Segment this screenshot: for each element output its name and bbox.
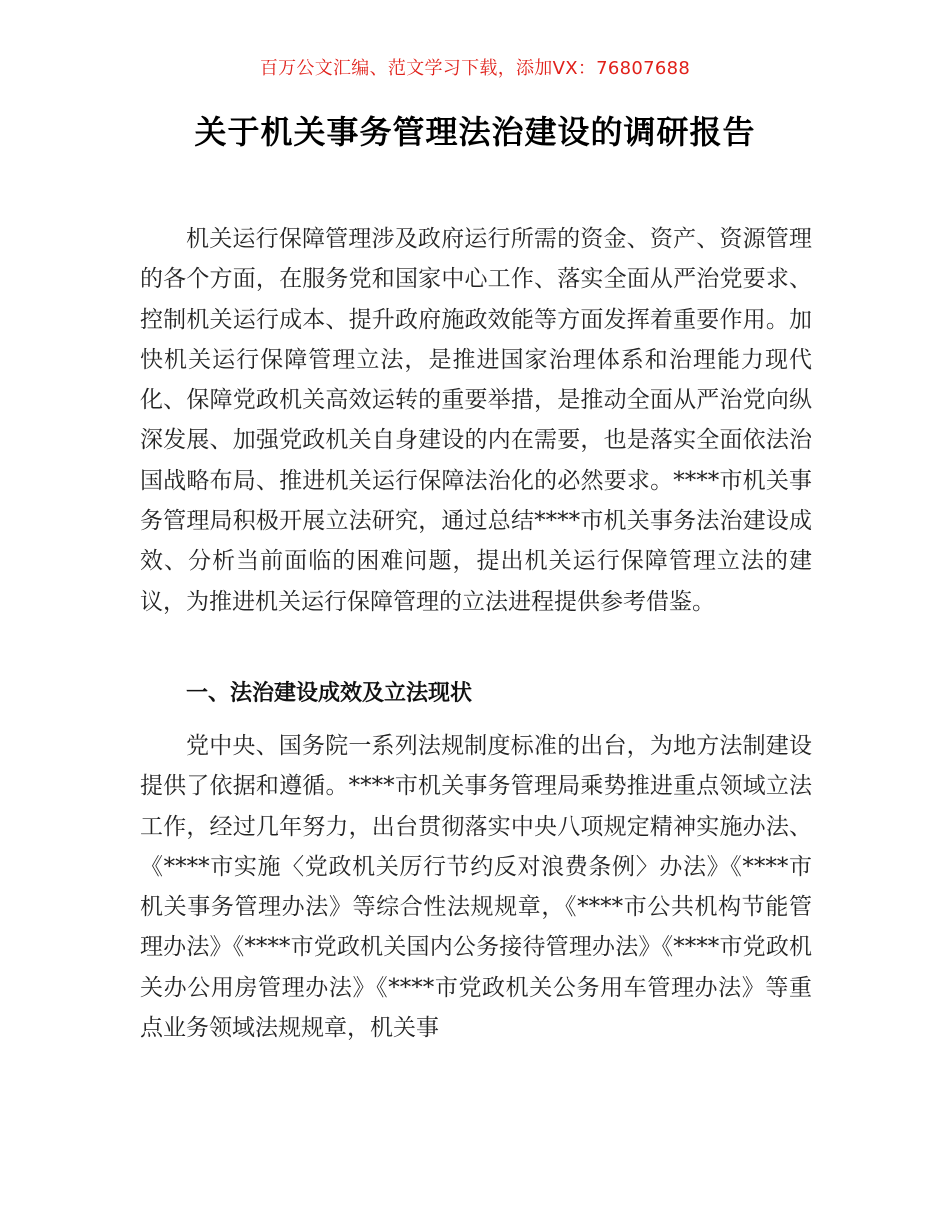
- promo-banner: 百万公文汇编、范文学习下载，添加VX：76807688: [259, 58, 691, 79]
- section-heading: 一、法治建设成效及立法现状: [186, 681, 473, 706]
- section-paragraph: 党中央、国务院一系列法规制度标准的出台，为地方法制建设提供了依据和遵循。****市机关事务管理局乘势推进重点领域立法工作，经过几年努力，出台贯彻落实中央八项规定精神实施办法、《****市实施〈党政机关厉行节约反对浪费条例〉办法》《****市机关事务管理办法》等综合性法规规章，《****市公共机构节能管理办法》《****市党政机关国内公务接待管理办法》《****市党政机关办公用房管理办法》《****市党政机关公务用车管理办法》等重点业务领域法规规章，机关事: [140, 733, 812, 1042]
- page-title: 关于机关事务管理法治建设的调研报告: [194, 113, 756, 151]
- intro-paragraph: 机关运行保障管理涉及政府运行所需的资金、资产、资源管理的各个方面，在服务党和国家中心工作、落实全面从严治党要求、控制机关运行成本、提升政府施政效能等方面发挥着重要作用。加快机关运行保障管理立法，是推进国家治理体系和治理能力现代化、保障党政机关高效运转的重要举措，是推动全面从严治党向纵深发展、加强党政机关自身建设的内在需要，也是落实全面依法治国战略布局、推进机关运行保障法治化的必然要求。****市机关事务管理局积极开展立法研究，通过总结****市机关事务法治建设成效、分析当前面临的困难问题，提出机关运行保障管理立法的建议，为推进机关运行保障管理的立法进程提供参考借鉴。: [140, 226, 812, 615]
